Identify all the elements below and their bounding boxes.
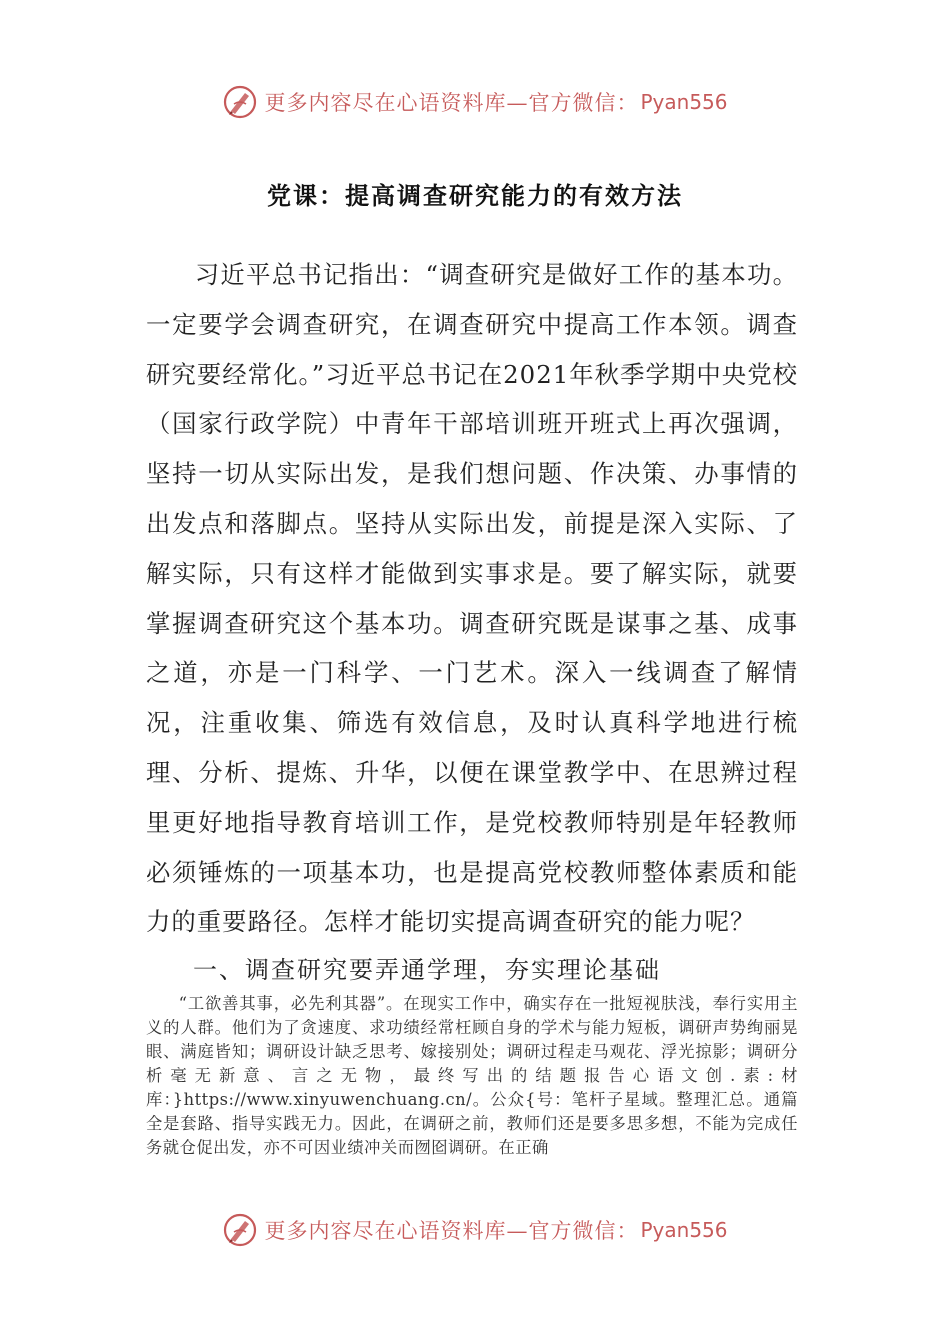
pen-logo-icon xyxy=(222,84,258,120)
pen-logo-icon xyxy=(222,1212,258,1248)
banner-wechat-id: Pyan556 xyxy=(640,90,728,114)
section-paragraph: “工欲善其事，必先利其器”。在现实工作中，确实存在一批短视肤浅，奉行实用主义的人群。他们为了贪速度、求功绩经常枉顾自身的学术与能力短板，调研声势绚丽晃眼、满庭皆知；调研设计缺乏思考、嫁接别处；调研过程走马观花、浮光掠影；调研分析毫无新意、言之无物，最终写出的结题报告心语文创.素:材库：}https://www.xinyuwenchuang.cn/。公众{号：笔杆子星域。整理汇总。通篇全是套路、指导实践无力。因此，在调研之前，教师们还是要多思多想，不能为完成任务就仓促出发，亦不可因业绩冲关而囫囵调研。在正确 xyxy=(146,994,798,1157)
banner-text: 更多内容尽在心语资料库—官方微信： xyxy=(264,1219,639,1243)
footer-watermark-banner xyxy=(0,1210,950,1250)
document-title: 党课：提高调查研究能力的有效方法 xyxy=(267,181,683,210)
header-watermark-banner xyxy=(0,82,950,122)
section-heading: 一、调查研究要弄通学理，夯实理论基础 xyxy=(193,956,661,984)
intro-paragraph: 习近平总书记指出：“调查研究是做好工作的基本功。一定要学会调查研究，在调查研究中提高工作本领。调查研究要经常化。”习近平总书记在2021年秋季学期中央党校（国家行政学院）中青年干部培训班开班式上再次强调，坚持一切从实际出发，是我们想问题、作决策、办事情的出发点和落脚点。坚持从实际出发，前提是深入实际、了解实际，只有这样才能做到实事求是。要了解实际，就要掌握调查研究这个基本功。调查研究既是谋事之基、成事之道，亦是一门科学、一门艺术。深入一线调查了解情况，注重收集、筛选有效信息，及时认真科学地进行梳理、分析、提炼、升华，以便在课堂教学中、在思辨过程里更好地指导教育培训工作，是党校教师特别是年轻教师必须锤炼的一项基本功，也是提高党校教师整体素质和能力的重要路径。怎样才能切实提高调查研究的能力呢？ xyxy=(146,260,798,937)
banner-wechat-id: Pyan556 xyxy=(640,1218,728,1242)
banner-text: 更多内容尽在心语资料库—官方微信： xyxy=(264,91,639,115)
